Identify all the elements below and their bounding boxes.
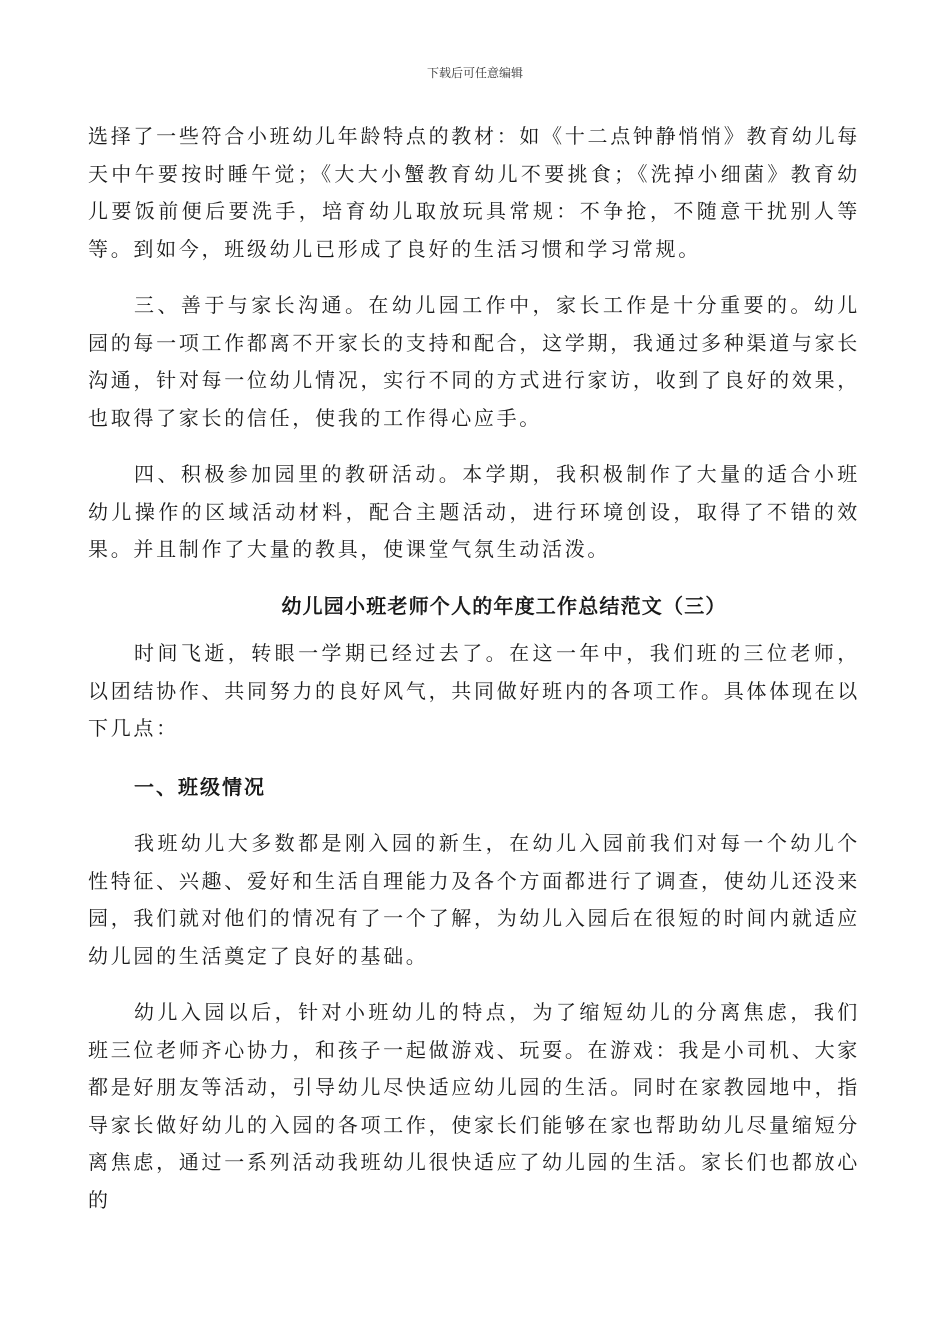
paragraph-intro: 时间飞逝，转眼一学期已经过去了。在这一年中，我们班的三位老师，以团结协作、共同努力的良好风气，共同做好班内的各项工作。具体体现在以下几点： (88, 641, 860, 740)
paragraph-continued: 选择了一些符合小班幼儿年龄特点的教材：如《十二点钟静悄悄》教育幼儿每天中午要按时睡午觉；《大大小蟹教育幼儿不要挑食；《洗掉小细菌》教育幼儿要饭前便后要洗手，培育幼儿取放玩具常规：不争抢，不随意干扰别人等等。到如今，班级幼儿已形成了良好的生活习惯和学习常规。 (88, 124, 860, 261)
paragraph-class-situation: 我班幼儿大多数都是刚入园的新生，在幼儿入园前我们对每一个幼儿个性特征、兴趣、爱好和生活自理能力及各个方面都进行了调查，使幼儿还没来园，我们就对他们的情况有了一个了解，为幼儿入园后在很短的时间内就适应幼儿园的生活奠定了良好的基础。 (88, 831, 860, 968)
paragraph-teaching-research: 四、积极参加园里的教研活动。本学期，我积极制作了大量的适合小班幼儿操作的区域活动材料，配合主题活动，进行环境创设，取得了不错的效果。并且制作了大量的教具，使课堂气氛生动活泼。 (88, 462, 860, 561)
section-title: 幼儿园小班老师个人的年度工作总结范文（三） (281, 593, 727, 618)
paragraph-parent-communication: 三、善于与家长沟通。在幼儿园工作中，家长工作是十分重要的。幼儿园的每一项工作都离不开家长的支持和配合，这学期，我通过多种渠道与家长沟通，针对每一位幼儿情况，实行不同的方式进行家访，收到了良好的效果，也取得了家长的信任，使我的工作得心应手。 (88, 293, 860, 430)
page-header: 下载后可任意编辑 (426, 66, 523, 80)
paragraph-after-enrollment: 幼儿入园以后，针对小班幼儿的特点，为了缩短幼儿的分离焦虑，我们班三位老师齐心协力，和孩子一起做游戏、玩耍。在游戏：我是小司机、大家都是好朋友等活动，引导幼儿尽快适应幼儿园的生活。同时在家教园地中，指导家长做好幼儿的入园的各项工作，使家长们能够在家也帮助幼儿尽量缩短分离焦虑，通过一系列活动我班幼儿很快适应了幼儿园的生活。家长们也都放心的 (88, 1000, 860, 1212)
document-body (88, 118, 860, 1219)
subheading-class-situation: 一、班级情况 (134, 774, 266, 799)
